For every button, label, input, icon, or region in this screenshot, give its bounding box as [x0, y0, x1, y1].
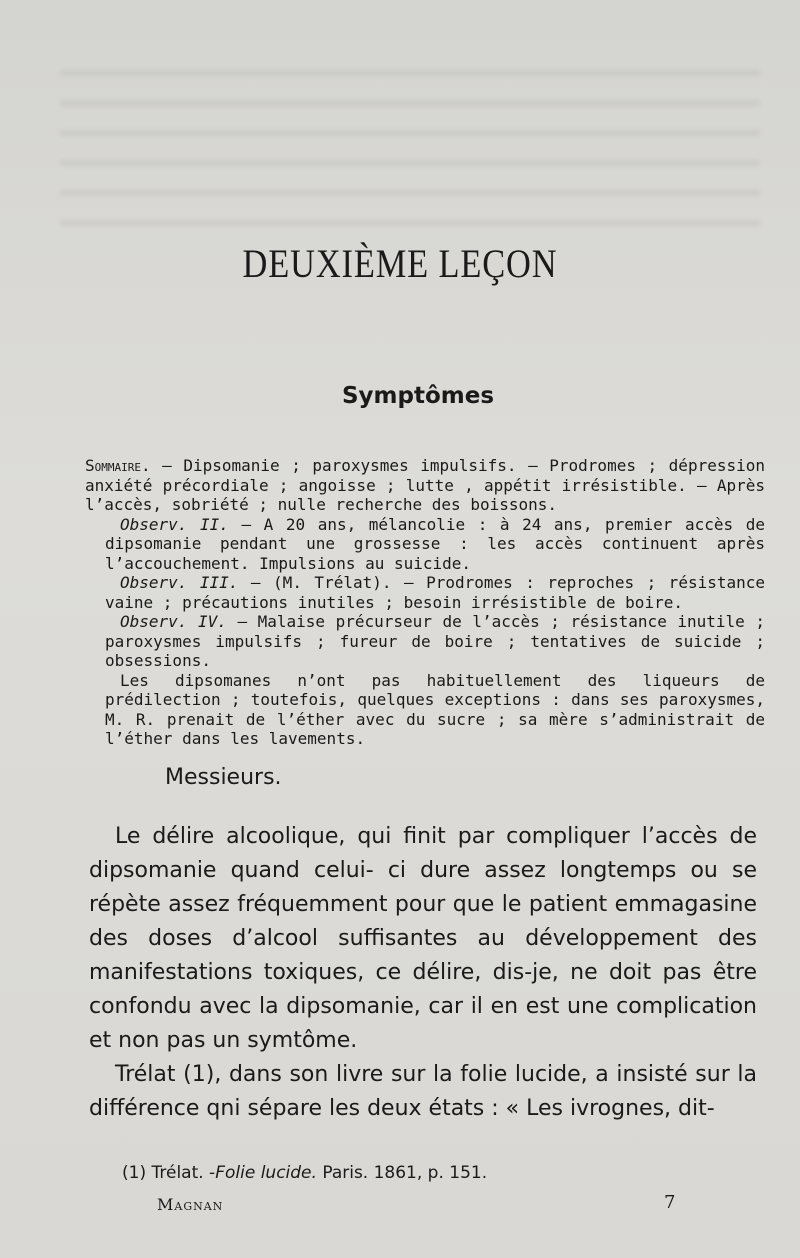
author-signature: Magnan: [157, 1195, 224, 1214]
summary-label: Sommaire.: [85, 456, 151, 475]
paragraph: Trélat (1), dans son livre sur la folie lucide, a insisté sur la différence qni sépare les deux états : « Les ivrognes, dit-: [89, 1062, 757, 1121]
section-subtitle: Symptômes: [341, 383, 495, 409]
obs-2-text: — A 20 ans, mélancolie : à 24 ans, premier accès de dipsomanie pendant une grossesse : les accès continuent après l’accouchement. Impulsions au suicide.: [105, 514, 766, 573]
summary-obs-3: [85, 573, 765, 612]
summary-block: [85, 456, 765, 749]
summary-intro: [85, 456, 765, 515]
salutation: Messieurs.: [165, 765, 282, 790]
footnote-title: Folie lucide.: [215, 1163, 317, 1183]
chapter-title: DEUXIÈME LEÇON: [242, 241, 558, 286]
obs-3-text: — (M. Trélat). — Prodromes : reproches ; résistance vaine ; précautions inutiles ; besoin irrésistible de boire.: [105, 573, 766, 612]
summary-intro-text: — Dipsomanie ; paroxysmes impulsifs. — Prodromes ; dépression anxiété précordiale ; angoisse ; lutte , appétit irrésistible. — Après l’accès, sobriété ; nulle recherche des boissons.: [85, 456, 765, 514]
paragraph: Le délire alcoolique, qui finit par compliquer l’accès de dipsomanie quand celui- ci dure assez longtemps ou se répète assez fréquemment pour que le patient emmagasine des doses d’alcool suffisantes au développement des manifestations toxiques, ce délire, dis-je, ne doit pas être confondu avec la dipsomanie, car il en est une complication et non pas un symtôme.: [89, 824, 757, 1053]
obs-2-label: Observ. II.: [120, 514, 229, 534]
footnote-marker: (1) Trélat. -: [122, 1163, 216, 1183]
footnote-rest: Paris. 1861, p. 151.: [316, 1163, 488, 1183]
bleed-through-texture: [60, 70, 760, 250]
obs-3-label: Observ. III.: [120, 573, 239, 592]
obs-4-text: — Malaise précurseur de l’accès ; résistance inutile ; paroxysmes impulsifs ; fureur de boire ; tentatives de suicide ; obsessions.: [105, 612, 765, 670]
footnote: [122, 1163, 487, 1183]
summary-closing: [85, 671, 765, 749]
body-text: [89, 820, 757, 1126]
summary-obs-2: [85, 515, 765, 574]
page-number: 7: [664, 1192, 676, 1213]
summary-closing-text: Les dipsomanes n’ont pas habituellement des liqueurs de prédilection ; toutefois, quelques exceptions : dans ses paroxysmes, M. R. prenait de l’éther avec du sucre ; sa mère s’administrait de l’éther dans les lavements.: [105, 670, 765, 748]
summary-obs-4: [85, 612, 765, 671]
obs-4-label: Observ. IV.: [120, 612, 227, 631]
